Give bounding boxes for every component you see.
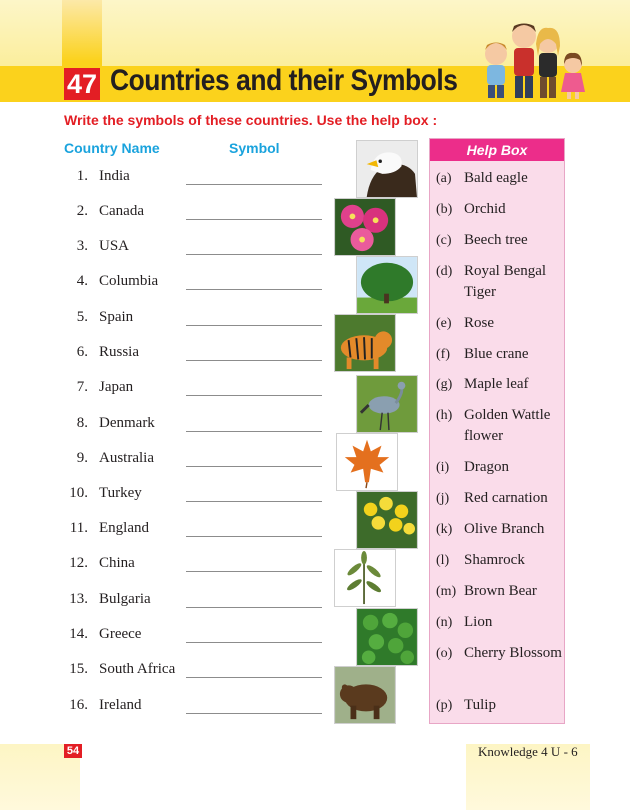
chapter-number: 47 <box>64 68 100 100</box>
answer-line[interactable] <box>186 289 322 290</box>
clover-icon <box>356 608 418 666</box>
row-number: 10. <box>69 485 88 501</box>
help-item-text: Dragon <box>464 459 509 475</box>
help-item-label: (l) <box>436 553 450 568</box>
country-name: Canada <box>99 203 144 219</box>
help-item-label: (d) <box>436 264 453 279</box>
footer-panel <box>80 744 466 810</box>
answer-line[interactable] <box>186 501 322 502</box>
answer-line[interactable] <box>186 431 322 432</box>
help-item-text: Orchid <box>464 201 506 217</box>
row-number: 4. <box>76 273 88 289</box>
help-item-label: (c) <box>436 233 452 248</box>
country-name: South Africa <box>99 661 176 677</box>
book-title: Knowledge 4 U - 6 <box>478 744 578 759</box>
answer-line[interactable] <box>186 395 322 396</box>
help-item-text: Maple leaf <box>464 376 529 392</box>
answer-line[interactable] <box>186 607 322 608</box>
page-title: Countries and their Symbols <box>110 64 458 97</box>
help-item-label: (h) <box>436 408 453 423</box>
help-item-text: Lion <box>464 614 493 630</box>
instruction-text: Write the symbols of these countries. Use the help box : <box>64 112 438 128</box>
answer-line[interactable] <box>186 713 322 714</box>
help-item-text: Royal Bengal Tiger <box>464 263 547 300</box>
row-number: 13. <box>69 591 88 607</box>
help-item-label: (k) <box>436 522 453 537</box>
country-name-header: Country Name <box>64 140 160 156</box>
answer-line[interactable] <box>186 325 322 326</box>
help-item-label: (p) <box>436 698 453 713</box>
row-number: 7. <box>76 379 88 395</box>
help-item-text: Beech tree <box>464 232 528 248</box>
row-number: 1. <box>76 168 88 184</box>
row-number: 6. <box>76 344 88 360</box>
help-item-label: (e) <box>436 316 452 331</box>
country-name: Spain <box>99 309 134 325</box>
country-name: India <box>99 168 130 184</box>
help-item-text: Tulip <box>464 697 496 713</box>
help-item-text: Cherry Blossom <box>464 645 562 661</box>
answer-line[interactable] <box>186 536 322 537</box>
answer-line[interactable] <box>186 571 322 572</box>
row-number: 11. <box>69 520 88 536</box>
help-item-text: Red carnation <box>464 490 548 506</box>
tree-icon <box>356 256 418 314</box>
help-item-text: Brown Bear <box>464 583 537 599</box>
help-item-label: (m) <box>436 584 457 599</box>
row-number: 9. <box>76 450 88 466</box>
help-item-text: Olive Branch <box>464 521 545 537</box>
help-item-label: (i) <box>436 460 450 475</box>
answer-line[interactable] <box>186 254 322 255</box>
help-item-label: (b) <box>436 202 453 217</box>
row-number: 5. <box>76 309 88 325</box>
branch-icon <box>334 549 396 607</box>
answer-line[interactable] <box>186 642 322 643</box>
daffodil-icon <box>356 491 418 549</box>
help-item-text: Rose <box>464 315 494 331</box>
tiger-icon <box>334 314 396 372</box>
row-number: 8. <box>76 415 88 431</box>
help-box <box>429 138 565 724</box>
country-name: Denmark <box>99 415 155 431</box>
answer-line[interactable] <box>186 466 322 467</box>
crane-icon <box>356 375 418 433</box>
country-name: Bulgaria <box>99 591 151 607</box>
symbol-header: Symbol <box>229 140 280 156</box>
kids-illustration <box>472 14 592 100</box>
orchid-icon <box>334 198 396 256</box>
footer-panel-right <box>590 744 630 810</box>
answer-line[interactable] <box>186 677 322 678</box>
row-number: 12. <box>69 555 88 571</box>
help-box-title: Help Box <box>430 139 564 161</box>
country-name: Turkey <box>99 485 142 501</box>
help-item-label: (g) <box>436 377 453 392</box>
maple-leaf-icon <box>336 433 398 491</box>
eagle-icon <box>356 140 418 198</box>
row-number: 2. <box>76 203 88 219</box>
answer-line[interactable] <box>186 360 322 361</box>
country-name: Greece <box>99 626 142 642</box>
country-name: USA <box>99 238 130 254</box>
country-name: China <box>99 555 135 571</box>
answer-line[interactable] <box>186 219 322 220</box>
country-name: Ireland <box>99 697 142 713</box>
row-number: 14. <box>69 626 88 642</box>
bear-icon <box>334 666 396 724</box>
row-number: 16. <box>69 697 88 713</box>
row-number: 15. <box>69 661 88 677</box>
help-item-label: (n) <box>436 615 453 630</box>
help-item-text: Golden Wattle flower <box>464 407 551 444</box>
help-item-text: Blue crane <box>464 346 529 362</box>
help-item-label: (f) <box>436 347 450 362</box>
help-item-text: Shamrock <box>464 552 525 568</box>
page-number: 54 <box>64 744 82 758</box>
country-name: Australia <box>99 450 154 466</box>
country-name: Columbia <box>99 273 159 289</box>
country-name: Japan <box>99 379 134 395</box>
help-item-text: Bald eagle <box>464 170 528 186</box>
country-name: England <box>99 520 149 536</box>
help-item-label: (o) <box>436 646 453 661</box>
help-item-label: (j) <box>436 491 450 506</box>
country-name: Russia <box>99 344 140 360</box>
help-item-label: (a) <box>436 171 452 186</box>
row-number: 3. <box>76 238 88 254</box>
answer-line[interactable] <box>186 184 322 185</box>
